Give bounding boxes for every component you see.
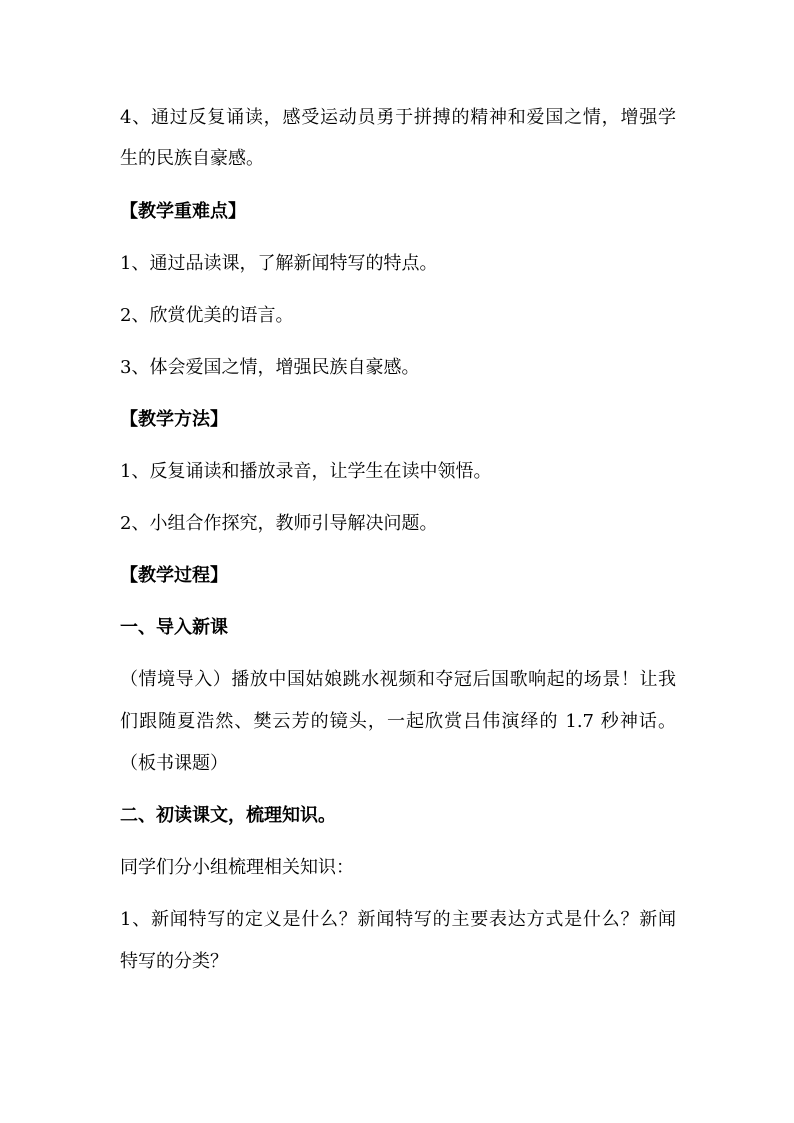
key-point-item-3: 3、体会爱国之情，增强民族自豪感。	[120, 357, 420, 378]
section-2-intro: 同学们分小组梳理相关知识：	[120, 857, 354, 878]
section-2-title: 二、初读课文，梳理知识。	[120, 805, 336, 826]
key-point-item-2: 2、欣赏优美的语言。	[120, 305, 294, 326]
section-2-question-1-line-1: 1、新闻特写的定义是什么？新闻特写的主要表达方式是什么？新闻	[120, 909, 676, 930]
key-point-item-1: 1、通过品读课，了解新闻特写的特点。	[120, 253, 438, 274]
key-points-heading: 【教学重难点】	[120, 201, 246, 222]
section-1-paragraph-line-3: （板书课题）	[120, 753, 228, 774]
method-item-1: 1、反复诵读和播放录音，让学生在读中领悟。	[120, 461, 492, 482]
section-2-question-1-line-2: 特写的分类？	[120, 951, 228, 972]
section-1-paragraph-line-2: 们跟随夏浩然、樊云芳的镜头，一起欣赏吕伟演绎的 1.7 秒神话。	[120, 711, 676, 732]
goal-4-line-2: 生的民族自豪感。	[120, 148, 264, 169]
methods-heading: 【教学方法】	[120, 409, 228, 430]
method-item-2: 2、小组合作探究，教师引导解决问题。	[120, 513, 438, 534]
section-1-paragraph-line-1: （情境导入）播放中国姑娘跳水视频和夺冠后国歌响起的场景！让我	[120, 669, 676, 690]
section-1-title: 一、导入新课	[120, 617, 228, 638]
process-heading: 【教学过程】	[120, 565, 228, 586]
goal-4-line-1: 4、通过反复诵读，感受运动员勇于拼搏的精神和爱国之情，增强学	[120, 107, 676, 128]
